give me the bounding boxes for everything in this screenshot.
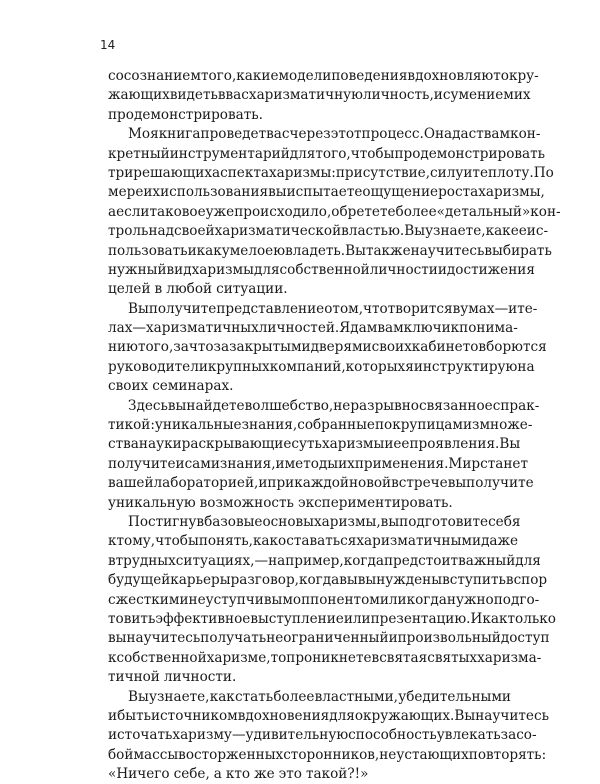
text-line: вашей лабораторией, и при каждой новой встрече вы получите bbox=[108, 474, 511, 493]
text-line: и быть источником вдохновения для окружающих. Вы научитесь bbox=[108, 707, 511, 726]
text-line: с жестким и неуступчивым оппонентом или когда нужно подго- bbox=[108, 591, 511, 610]
text-line: источать харизму — удивительную способность увлекать за со- bbox=[108, 726, 511, 745]
page-number: 14 bbox=[100, 38, 115, 52]
text-line: к собственной харизме, то проникнете в святая святых харизма- bbox=[108, 649, 511, 668]
text-line: Вы получите представление о том, что творится в умах — и те- bbox=[108, 300, 511, 319]
text-line: Вы узнаете, как стать более властными, убедительными bbox=[108, 688, 511, 707]
paragraph bbox=[108, 688, 511, 784]
text-line: к тому, чтобы понять, как оставаться харизматичными даже bbox=[108, 532, 511, 551]
text-line: нужный вид харизмы для собственной личности и достижения bbox=[108, 261, 511, 280]
paragraph bbox=[108, 67, 511, 125]
text-line: целей в любой ситуации. bbox=[108, 280, 511, 299]
text-line: будущей карьеры разговор, когда вы вынуждены вступить в спор bbox=[108, 571, 511, 590]
text-line: товить эффективное выступление или презентацию. И как только bbox=[108, 610, 511, 629]
paragraph bbox=[108, 513, 511, 688]
text-line: вы научитесь получать неограниченный и произвольный доступ bbox=[108, 629, 511, 648]
text-line: нию того, за что за закрытыми дверями своих кабинетов борются bbox=[108, 338, 511, 357]
text-line: а если таковое уже происходило, обретете более «детальный» кон- bbox=[108, 203, 511, 222]
paragraph bbox=[108, 397, 511, 513]
text-line: пользовать и как умело ею владеть. Вы также научитесь выбирать bbox=[108, 242, 511, 261]
text-line: в трудных ситуациях, — например, когда предстоит важный для bbox=[108, 552, 511, 571]
body-text bbox=[108, 67, 511, 784]
text-line: получите и сами знания, и методы их применения. Мир станет bbox=[108, 455, 511, 474]
text-line: мере их использования вы испытаете ощущение роста харизмы, bbox=[108, 183, 511, 202]
text-line: бой массы восторженных сторонников, не устающих повторять: bbox=[108, 746, 511, 765]
paragraph bbox=[108, 300, 511, 397]
text-line: ства наук и раскрывающие суть харизмы и ее проявления. Вы bbox=[108, 435, 511, 454]
text-line: с осознанием того, какие модели поведения вдохновляют окру- bbox=[108, 67, 511, 86]
text-line: своих семинарах. bbox=[108, 377, 511, 396]
text-line: Постигнув базовые основы харизмы, вы подготовите себя bbox=[108, 513, 511, 532]
text-line: «Ничего себе, а кто же это такой?!» bbox=[108, 765, 511, 784]
text-line: троль над своей харизматической властью. Вы узнаете, как ее ис- bbox=[108, 222, 511, 241]
text-line: Моя книга проведет вас через этот процесс. Она даст вам кон- bbox=[108, 125, 511, 144]
text-line: тикой: уникальные знания, собранные по крупицам из множе- bbox=[108, 416, 511, 435]
text-line: кретный инструментарий для того, чтобы продемонстрировать bbox=[108, 145, 511, 164]
text-line: три решающих аспекта харизмы: присутствие, силу и теплоту. По bbox=[108, 164, 511, 183]
text-line: тичной личности. bbox=[108, 668, 511, 687]
text-line: уникальную возможность экспериментировать. bbox=[108, 494, 511, 513]
text-line: Здесь вы найдете волшебство, неразрывно связанное с прак- bbox=[108, 397, 511, 416]
text-line: лах — харизматичных личностей. Я дам вам ключи к понима- bbox=[108, 319, 511, 338]
text-line: жающих видеть в вас харизматичную личность, и с умением их bbox=[108, 86, 511, 105]
text-line: руководители крупных компаний, которых я инструктирую на bbox=[108, 358, 511, 377]
paragraph bbox=[108, 125, 511, 300]
text-line: продемонстрировать. bbox=[108, 106, 511, 125]
